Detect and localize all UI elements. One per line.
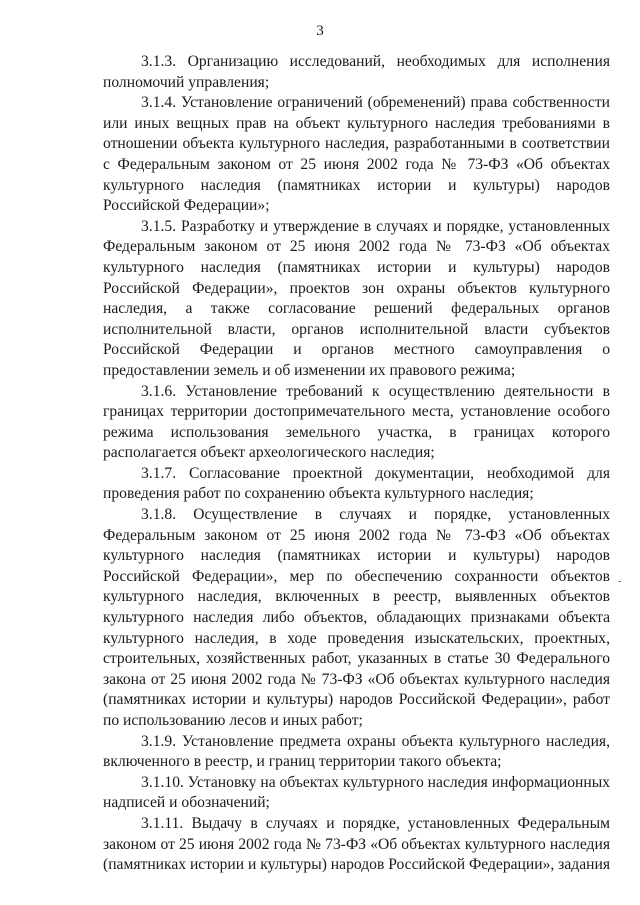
- document-body: [103, 52, 610, 876]
- paragraph-3-1-8: 3.1.8. Осуществление в случаях и порядке, установленных Федеральным законом от 25 июня 2002 года № 73-ФЗ «Об объектах культурного наследия (памятниках истории и культуры) народов Российской Федерации», мер по обеспечению сохранности объектов культурного наследия, включенных в реестр, выявленных объектов культурного наследия либо объектов, обладающих признаками объекта культурного наследия, в ходе проведения изыскательских, проектных, строительных, хозяйственных работ, указанных в статье 30 Федерального закона от 25 июня 2002 года № 73-ФЗ «Об объектах культурного наследия (памятниках истории и культуры) народов Российской Федерации», работ по использованию лесов и иных работ;: [103, 506, 610, 729]
- paragraph-3-1-7: 3.1.7. Согласование проектной документации, необходимой для проведения работ по сохранению объекта культурного наследия;: [103, 464, 610, 503]
- paragraph-3-1-11: 3.1.11. Выдачу в случаях и порядке, установленных Федеральным законом от 25 июня 2002 года № 73-ФЗ «Об объектах культурного наследия (памятниках истории и культуры) народов Российской Федерации», задания: [103, 814, 610, 874]
- paragraph-3-1-10: 3.1.10. Установку на объектах культурного наследия информационных надписей и обозначений;: [103, 773, 610, 812]
- paragraph-3-1-5: 3.1.5. Разработку и утверждение в случаях и порядке, установленных Федеральным законом от 25 июня 2002 года № 73-ФЗ «Об объектах культурного наследия (памятниках истории и культуры) народов Российской Федерации», проектов зон охраны объектов культурного наследия, а также согласование решений федеральных органов исполнительной власти, органов исполнительной власти субъектов Российской Федерации и органов местного самоуправления о предоставлении земель и об изменении их правового режима;: [103, 217, 610, 379]
- paragraph-3-1-9: 3.1.9. Установление предмета охраны объекта культурного наследия, включенного в реестр, и границ территории такого объекта;: [103, 732, 610, 771]
- paragraph-3-1-4: 3.1.4. Установление ограничений (обременений) права собственности или иных вещных прав на объект культурного наследия требованиями в отношении объекта культурного наследия, разработанными в соответствии с Федеральным законом от 25 июня 2002 года № 73-ФЗ «Об объектах культурного наследия (памятниках истории и культуры) народов Российской Федерации»;: [103, 94, 610, 215]
- scan-margin-mark: -: [618, 576, 622, 587]
- page-number: 3: [316, 23, 324, 39]
- paragraph-3-1-6: 3.1.6. Установление требований к осуществлению деятельности в границах территории достопримечательного места, установление особого режима использования земельного участка, в границах которого располагается объект археологического наследия;: [103, 382, 610, 462]
- paragraph-3-1-3: 3.1.3. Организацию исследований, необходимых для исполнения полномочий управления;: [103, 53, 610, 91]
